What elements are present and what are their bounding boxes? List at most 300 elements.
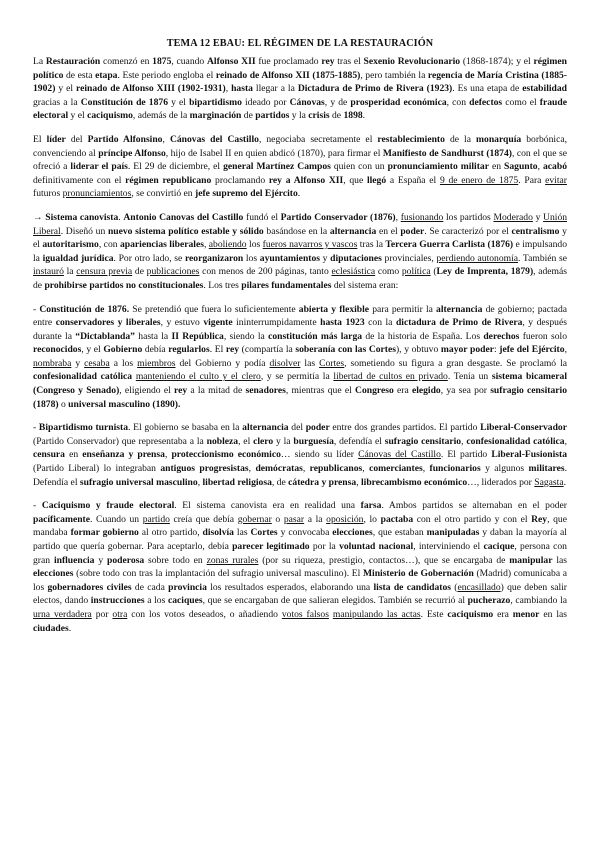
underlined-text: censura previa: [76, 266, 133, 278]
bold-text: defectos: [469, 96, 503, 108]
paragraph-6: [33, 499, 567, 635]
underlined-text: Unión Liberal: [33, 211, 568, 237]
bold-text: poderosa: [107, 554, 145, 566]
bold-text: Sexenio Revolucionario: [363, 56, 461, 67]
bold-text: ciudades: [33, 622, 69, 634]
text-run: y convocaba: [277, 527, 333, 539]
bold-text: jefe del Ejército: [499, 344, 565, 356]
text-run: . Por otro lado, se: [113, 252, 185, 264]
underlined-text: instauró: [33, 266, 64, 278]
text-run: al otro partido,: [138, 527, 203, 539]
text-run: del: [65, 133, 88, 145]
bold-text: Cortes: [250, 527, 278, 539]
text-run: ,: [362, 463, 370, 475]
underlined-text: publicaciones: [146, 266, 200, 278]
text-run: con el otro partido y con el: [413, 513, 532, 525]
text-run: las: [233, 527, 251, 539]
bold-text: alternancia: [436, 303, 483, 315]
text-run: El: [33, 133, 47, 145]
bold-text: farsa: [360, 500, 382, 512]
bold-text: Constitución de 1876: [80, 96, 168, 108]
text-run: como: [375, 266, 402, 278]
text-run: -: [33, 422, 39, 434]
bold-text: poder: [305, 422, 330, 434]
bold-text: sufragio censitario (1878): [33, 385, 567, 410]
bold-text: pronunciamiento militar: [387, 161, 489, 173]
text-run: ,: [564, 435, 567, 447]
document-body: [33, 55, 567, 635]
bold-text: Bipartidismo turnista: [38, 422, 128, 434]
bold-text: Sistema canovista: [45, 211, 119, 223]
bold-text: provincia: [168, 581, 207, 593]
underlined-text: gobernar: [237, 513, 272, 525]
text-run: , y se permitía la: [260, 371, 334, 383]
text-run: , que estaban: [372, 527, 427, 539]
text-run: tras la: [357, 239, 386, 251]
paragraph-5: [33, 421, 567, 489]
text-run: , persona con gran: [33, 541, 567, 566]
text-run: del: [288, 422, 306, 434]
text-run: →: [33, 211, 46, 223]
text-run: , siendo la: [223, 330, 269, 342]
bold-text: elegido: [411, 385, 441, 397]
text-run: con menos de 200 páginas, tanto: [199, 266, 332, 278]
underlined-text: manteniendo el culto y el clero: [135, 371, 261, 383]
text-run: y algunos: [480, 463, 529, 475]
bold-text: Ministerio de Gobernación: [362, 568, 474, 580]
bold-text: diputaciones: [330, 252, 382, 264]
underlined-text: cesaba: [84, 357, 110, 369]
text-run: con la: [364, 317, 396, 329]
bold-text: liderar el país: [70, 161, 128, 173]
text-run: …, liderados por: [467, 476, 535, 488]
bold-text: hasta 1923: [320, 317, 365, 329]
bold-text: prohibirse partidos no constitucionales: [44, 279, 204, 291]
text-run: (Partido Liberal) lo integraban: [33, 463, 161, 475]
bold-text: Alfonso XII: [206, 56, 256, 67]
text-run: a España el: [386, 174, 440, 186]
text-run: y la: [289, 110, 309, 122]
bold-text: llegó: [366, 174, 387, 186]
bold-text: hasta: [231, 83, 253, 95]
text-run: llegar a la: [252, 83, 298, 95]
bold-text: censura: [33, 449, 65, 461]
bold-text: caciques: [167, 595, 203, 607]
bold-text: conservadores y liberales: [55, 317, 161, 329]
text-run: , y después durante la: [33, 317, 567, 342]
text-run: . Cuando un: [90, 513, 143, 525]
text-run: definitivamente con el: [33, 174, 126, 186]
bold-text: 1898: [343, 110, 363, 122]
text-run: . Tenía un: [447, 371, 492, 383]
text-run: era: [493, 608, 513, 620]
bold-text: constitución más larga: [268, 330, 363, 342]
text-run: Se pretendió que fuera lo suficientemente: [129, 303, 299, 315]
text-run: , cuando: [171, 56, 207, 67]
text-run: , negociaba secretamente el: [258, 133, 378, 145]
text-run: . Ambos partidos se alternaban en el poder: [381, 500, 567, 512]
paragraph-4: [33, 303, 567, 412]
bold-text: poder: [400, 225, 425, 237]
text-run: (sobre todo con tras la implantación del sufragio universal masculino). El: [73, 568, 363, 580]
bold-text: marginación: [189, 110, 242, 122]
underlined-text: Sagasta: [534, 476, 564, 488]
underlined-text: Moderado: [493, 211, 533, 223]
bold-text: elecciones: [33, 568, 74, 580]
text-run: -: [33, 303, 40, 315]
text-run: , ya sea por: [440, 385, 491, 397]
text-run: ,: [197, 476, 203, 488]
text-run: creía que debía: [169, 513, 238, 525]
underlined-text: 9 de enero de 1875: [439, 174, 519, 186]
text-run: . El: [209, 344, 226, 356]
text-run: las: [552, 554, 568, 566]
text-run: . Es una etapa de: [452, 83, 523, 95]
bold-text: caciquismo: [87, 110, 133, 122]
text-run: . Se caracterizó por el: [424, 225, 512, 237]
bold-text: autoritarismo: [42, 239, 99, 251]
text-run: , y el: [81, 344, 104, 356]
text-run: en el: [376, 225, 401, 237]
text-run: para permitir la: [369, 303, 437, 315]
bold-text: abierta y flexible: [298, 303, 370, 315]
text-run: , y de: [324, 96, 351, 108]
text-run: (: [430, 266, 437, 278]
text-run: los partidos: [443, 211, 494, 223]
text-run: basándose en la: [263, 225, 330, 237]
bold-text: jefe supremo del Ejército: [195, 188, 298, 200]
text-run: de cada: [131, 581, 169, 593]
bold-text: vigente: [203, 317, 233, 329]
text-run: y el: [33, 225, 567, 251]
document-title: TEMA 12 EBAU: EL RÉGIMEN DE LA RESTAURACIÓN: [166, 38, 434, 49]
bold-text: nobleza: [206, 435, 239, 447]
text-run: debía: [142, 344, 169, 356]
text-run: (1868-1874); y el: [460, 56, 534, 67]
text-run: y el: [68, 110, 88, 122]
bold-text: Liberal-Conservador: [480, 422, 567, 434]
bold-text: regularlos: [168, 344, 210, 356]
text-run: .: [68, 622, 72, 634]
bold-text: clero: [253, 435, 274, 447]
bold-text: II República: [171, 330, 224, 342]
bold-text: partidos: [255, 110, 290, 122]
text-run: . Defendía el: [33, 463, 567, 488]
text-run: .: [118, 211, 124, 223]
bold-text: manipular: [509, 554, 553, 566]
text-run: . El sistema canovista era en realidad una: [174, 500, 361, 512]
bold-text: parecer legitimado: [232, 541, 310, 552]
text-run: y el: [168, 96, 190, 108]
bold-text: restablecimiento: [377, 133, 445, 145]
text-run: quien con un: [330, 161, 388, 173]
bold-text: rey a Alfonso XII: [268, 174, 344, 186]
text-run: , pero también la: [360, 69, 428, 81]
bold-text: “Dictablanda”: [75, 330, 135, 342]
text-run: … siendo su líder: [280, 449, 359, 461]
text-run: como el: [502, 96, 540, 108]
bold-text: Gobierno: [103, 344, 143, 356]
bold-text: Partido Alfonsino: [87, 133, 163, 145]
underlined-text: fueros navarros y vascos: [262, 239, 358, 251]
bold-text: proteccionismo económico: [171, 449, 281, 461]
text-run: . Los tres: [203, 279, 242, 291]
text-run: del Gobierno y podía: [175, 357, 270, 369]
bold-text: elecciones: [332, 527, 373, 539]
text-run: ), y obtuvo: [395, 344, 441, 356]
text-run: los: [243, 252, 260, 264]
text-run: y: [532, 211, 544, 223]
bold-text: libertad religiosa: [202, 476, 272, 488]
text-run: ideado por: [241, 96, 290, 108]
bold-text: Restauración: [45, 56, 101, 67]
bold-text: Sagunto: [504, 161, 538, 173]
text-run: . Para: [518, 174, 546, 186]
bold-text: confesionalidad católica: [466, 435, 565, 447]
underlined-text: urna verdadera: [33, 608, 92, 620]
bold-text: prosperidad económica: [350, 96, 447, 108]
text-run: y el: [55, 83, 76, 95]
text-run: , lo: [363, 513, 381, 525]
text-run: ,: [537, 161, 543, 173]
bold-text: crisis: [308, 110, 330, 122]
bold-text: gobernadores civiles: [47, 581, 132, 593]
bold-text: pilares fundamentales: [241, 279, 332, 291]
text-run: e impulsando la: [33, 239, 567, 264]
text-run: provinciales,: [381, 252, 437, 264]
text-run: y: [320, 252, 331, 264]
bold-text: rey: [174, 385, 188, 397]
underlined-text: pasar: [283, 513, 305, 525]
bold-text: Constitución de 1876.: [39, 303, 130, 315]
text-run: de esta: [63, 69, 96, 81]
bold-text: Dictadura de Primo de Rivera (1923): [297, 83, 453, 95]
paragraph-1: [33, 55, 567, 123]
bold-text: Cánovas del Castillo: [169, 133, 259, 145]
text-run: de la historia de España. Los: [362, 330, 484, 342]
bold-text: caciquismo: [447, 608, 494, 620]
bold-text: senadores: [245, 385, 286, 397]
text-run: , y estuvo: [160, 317, 204, 329]
text-run: , el: [238, 435, 254, 447]
text-run: futuros: [33, 188, 63, 200]
underlined-text: Cortes: [319, 357, 345, 369]
bold-text: enseñanza y prensa: [82, 449, 165, 461]
bold-text: universal masculino (1890).: [68, 398, 181, 410]
text-run: (Partido Conservador) que representaba a la: [33, 435, 207, 447]
bold-text: Manifiesto de Sandhurst (1874): [382, 147, 512, 159]
bold-text: acabó: [543, 161, 567, 173]
text-run: fueron solo: [519, 330, 568, 342]
text-run: , con: [446, 96, 470, 108]
text-run: , defendía el: [333, 435, 385, 447]
bold-text: antiguos progresistas: [160, 463, 249, 475]
bold-text: Caciquismo y fraude electoral: [41, 500, 175, 512]
text-run: , sometiendo su figura a gran desgaste. Se proclamó la: [344, 357, 567, 369]
text-run: :: [493, 344, 500, 356]
bold-text: etapa: [95, 69, 118, 81]
bold-text: rey: [321, 56, 335, 67]
text-run: . Este: [420, 608, 448, 620]
text-run: los: [246, 239, 263, 251]
bold-text: demócratas: [255, 463, 303, 475]
paragraph-2: [33, 133, 567, 201]
bold-text: Ley de Imprenta, 1879): [436, 266, 534, 278]
text-run: .: [297, 188, 301, 200]
text-run: hasta la: [134, 330, 172, 342]
text-run: , que: [343, 174, 367, 186]
text-run: . Este periodo engloba el: [117, 69, 216, 81]
text-run: a los: [144, 595, 168, 607]
text-run: , además de: [33, 266, 567, 291]
text-run: del sistema eran:: [331, 279, 399, 291]
bold-text: reinado de Alfonso XII (1875-1885): [215, 69, 361, 81]
bold-text: sistema bicameral (Congreso y Senado): [33, 371, 568, 397]
text-run: tras el: [334, 56, 364, 67]
text-run: . Diseñó un: [60, 225, 108, 237]
underlined-text: otra: [112, 608, 128, 620]
text-run: , interviniendo el: [413, 541, 484, 552]
underlined-text: aboliendo: [208, 239, 247, 251]
bold-text: funcionarios: [429, 463, 481, 475]
bold-text: estabilidad: [522, 83, 567, 95]
underlined-text: encasillado: [457, 581, 501, 593]
text-run: en: [64, 449, 83, 461]
text-run: proclamando: [211, 174, 269, 186]
text-run: entre dos grandes partidos. El partido: [329, 422, 481, 434]
underlined-text: fusionando: [400, 211, 444, 223]
underlined-text: Cánovas del Castillo: [358, 449, 441, 461]
text-run: , con el que se ofreció a: [33, 147, 567, 173]
bold-text: reinado de Alfonso XIII (1902-1931): [76, 83, 226, 95]
bold-text: dictadura de Primo de Rivera: [395, 317, 523, 329]
text-run: o: [271, 513, 284, 525]
bold-text: Partido Conservador (1876): [280, 211, 396, 223]
bold-text: príncipe Alfonso: [98, 147, 166, 159]
bold-text: líder: [46, 133, 66, 145]
text-run: , con: [98, 239, 120, 251]
bold-text: instrucciones: [90, 595, 145, 607]
underlined-text: manipulando las actas: [332, 608, 421, 620]
bold-text: régimen republicano: [125, 174, 212, 186]
bold-text: nuevo sistema político estable y sólido: [107, 225, 264, 237]
bold-text: influencia: [53, 554, 95, 566]
text-run: ,: [564, 344, 567, 356]
underlined-text: pronunciamientos: [62, 188, 132, 200]
text-run: .: [563, 476, 566, 488]
bold-text: sufragio censitario: [384, 435, 462, 447]
underlined-text: oposición: [326, 513, 364, 525]
text-run: , que se encargaban de que salieran elegidos. También se recurrió al: [202, 595, 468, 607]
bold-text: Antonio Canovas del Castillo: [123, 211, 244, 223]
bold-text: regencia de María Cristina (1885-1902): [33, 69, 567, 95]
text-run: , hijo de Isabel II en quien abdicó (1870), para firmar el: [165, 147, 383, 159]
text-run: fue proclamado: [255, 56, 322, 67]
text-run: (por su riqueza, prestigio, contactos…), que se encargaba de: [258, 554, 510, 566]
text-run: y daban la mayoría al partido que quería gobernar. Para aceptarlo, debía: [33, 527, 567, 552]
bold-text: régimen político: [33, 56, 568, 81]
text-run: ,: [225, 83, 232, 95]
text-run: -: [33, 500, 42, 512]
text-run: los resultados esperados, elaborando una: [206, 581, 374, 593]
underlined-text: nombraba: [33, 357, 72, 369]
text-run: gracias a la: [33, 96, 81, 108]
text-run: por la: [309, 541, 340, 552]
bold-text: reorganizaron: [184, 252, 244, 264]
bold-text: pucherazo: [467, 595, 511, 607]
bold-text: cátedra y prensa: [288, 476, 357, 488]
bold-text: librecambismo económico: [360, 476, 468, 488]
text-run: ,: [162, 133, 170, 145]
bold-text: confesionalidad católica: [33, 371, 133, 383]
bold-text: reconocidos: [33, 344, 82, 356]
bold-text: mayor poder: [440, 344, 494, 356]
text-run: , mientras que el: [285, 385, 356, 397]
bold-text: 1875: [152, 56, 172, 67]
bold-text: derechos: [483, 330, 520, 342]
text-run: era: [393, 385, 412, 397]
bold-text: disolvía: [202, 527, 234, 539]
bold-text: manipuladas: [426, 527, 480, 539]
bold-text: burguesía: [293, 435, 334, 447]
underlined-text: partido: [142, 513, 170, 525]
bold-text: Tercera Guerra Carlista (1876): [385, 239, 514, 251]
bold-text: apariencias liberales: [119, 239, 204, 251]
text-run: (Madrid) comunicaba a los: [33, 568, 567, 593]
text-run: de la: [444, 133, 477, 145]
bold-text: sufragio universal masculino: [79, 476, 198, 488]
text-run: (: [450, 581, 458, 593]
bold-text: voluntad nacional: [339, 541, 414, 552]
text-run: o: [58, 398, 69, 410]
text-run: en las: [539, 608, 567, 620]
bold-text: cacique: [483, 541, 515, 552]
text-run: , de: [271, 476, 289, 488]
bold-text: ayuntamientos: [259, 252, 320, 264]
text-run: de: [132, 266, 147, 278]
text-run: ,: [395, 211, 401, 223]
underlined-text: votos falsos: [281, 608, 329, 620]
bold-text: alternancia: [242, 422, 289, 434]
bold-text: militares: [528, 463, 565, 475]
paragraph-3: [33, 211, 567, 293]
text-run: la: [63, 266, 77, 278]
underlined-text: eclesiástica: [331, 266, 376, 278]
text-run: a los: [109, 357, 138, 369]
text-run: y: [94, 554, 108, 566]
underlined-text: perdiendo autonomía: [436, 252, 519, 264]
text-run: las: [300, 357, 320, 369]
bold-text: republicanos: [309, 463, 363, 475]
bold-text: menor: [512, 608, 540, 620]
text-run: a la mitad de: [187, 385, 246, 397]
bold-text: formar gobierno: [70, 527, 139, 539]
underlined-text: libertad de cultos en privado: [333, 371, 448, 383]
underlined-text: política: [401, 266, 431, 278]
bold-text: pacíficamente: [33, 513, 91, 525]
underlined-text: disolver: [269, 357, 301, 369]
text-run: ) que deben salir electos, dando: [33, 581, 568, 607]
text-run: ,: [461, 435, 467, 447]
bold-text: bipartidismo: [189, 96, 242, 108]
text-run: borbónica, convenciendo al: [33, 133, 567, 159]
text-run: La: [33, 56, 46, 67]
text-run: ,: [164, 449, 172, 461]
text-run: . El gobierno se basaba en la: [128, 422, 243, 434]
text-run: comenzó en: [100, 56, 153, 67]
text-run: , que mandaba: [33, 513, 567, 539]
bold-text: alternancia: [329, 225, 377, 237]
